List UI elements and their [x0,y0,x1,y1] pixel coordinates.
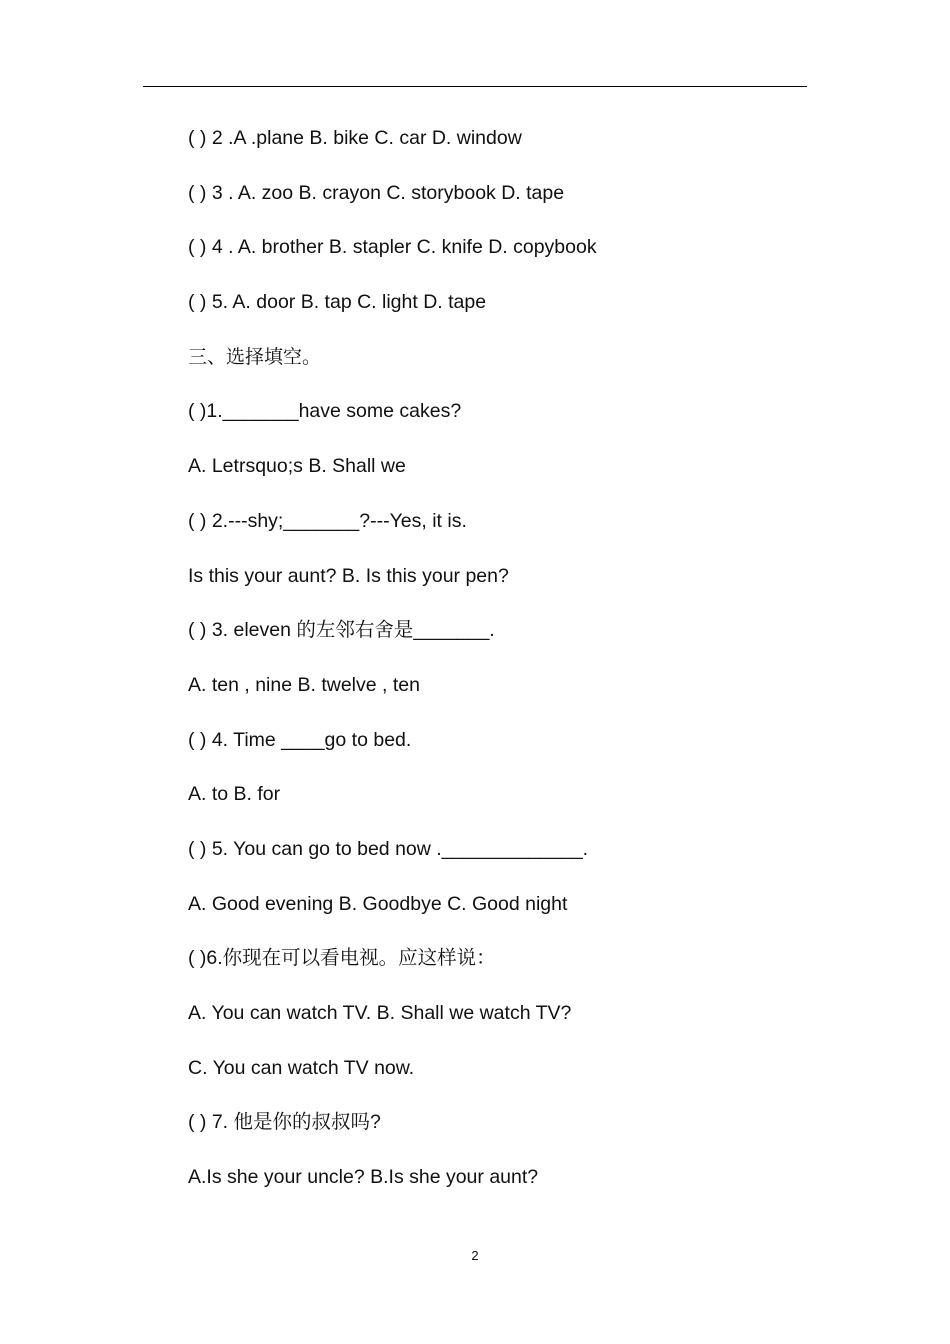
question-line: ( ) 2 .A .plane B. bike C. car D. window [188,127,522,149]
question-line: ( ) 4 . A. brother B. stapler C. knife D. copybook [188,236,597,259]
question-line: ( )1._______have some cakes? [188,400,462,423]
question-line: ( ) 3 . A. zoo B. crayon C. storybook D. tape [188,181,565,204]
section-heading: 三、选择填空。 [188,345,322,368]
question-line: ( ) 5. A. door B. tap C. light D. tape [188,291,487,314]
answer-options: A. ten , nine B. twelve , ten [188,673,420,696]
header-rule [143,86,807,87]
answer-options: Is this your aunt? B. Is this your pen? [188,564,509,587]
question-line: ( ) 3. eleven 的左邻右舍是_______. [188,619,495,642]
answer-options: A. Good evening B. Goodbye C. Good night [188,892,568,915]
answer-options: A. to B. for [188,783,281,806]
answer-options: A.Is she your uncle? B.Is she your aunt? [188,1166,539,1189]
document-body [188,122,828,1216]
question-line: ( ) 7. 他是你的叔叔吗? [188,1111,381,1134]
question-line: ( ) 5. You can go to bed now ._____________. [188,837,589,860]
answer-options: A. Letrsquo;s B. Shall we [188,455,406,478]
question-line: ( )6.你现在可以看电视。应这样说： [188,947,496,970]
page-number: 2 [471,1248,479,1263]
question-line: ( ) 4. Time ____go to bed. [188,728,412,751]
question-line: ( ) 2.---shy;_______?---Yes, it is. [188,509,467,532]
answer-options: C. You can watch TV now. [188,1056,415,1079]
answer-options: A. You can watch TV. B. Shall we watch TV? [188,1002,572,1024]
